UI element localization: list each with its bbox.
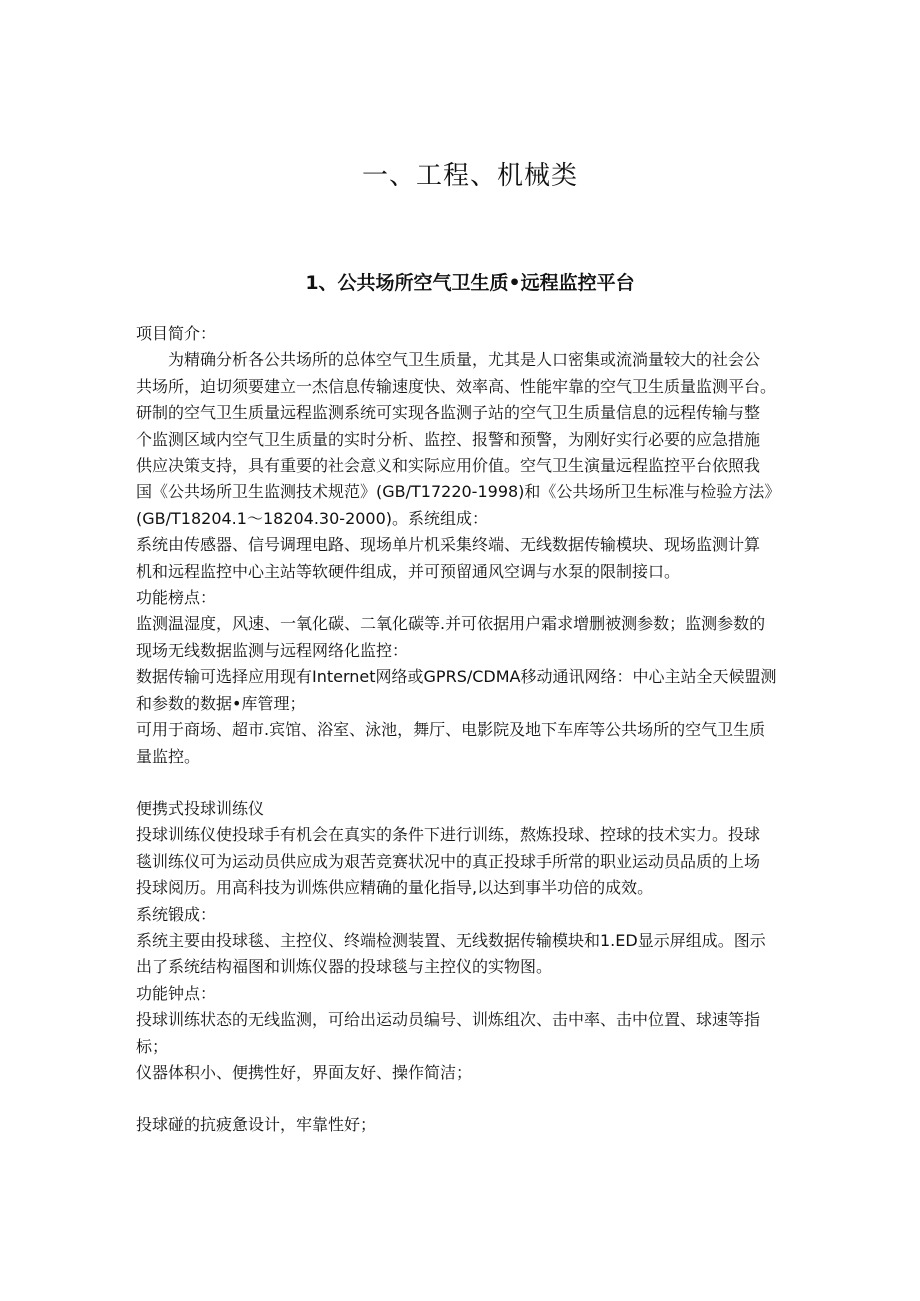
paragraph-gap xyxy=(136,770,808,796)
text-line: 现场无线数据监测与远程网络化监控： xyxy=(136,640,409,660)
text-line: 投球训练状态的无线监测，可给出运动员编号、训炼组次、击中率、击中位置、球速等指 xyxy=(136,1010,761,1030)
text-line: 机和远程监控中心主站等软硬件组成，并可预留通风空调与水泵的限制接口。 xyxy=(136,561,681,581)
text-line: 国《公共场所卫生监测技术规范》(GB/T17220-1998)和《公共场所卫生标准与检验方法》 xyxy=(136,482,781,502)
text-line: 仪器体积小、便携性好，界面友好、操作简洁； xyxy=(136,1062,473,1082)
text-line: 投球阅历。用高科技为训炼供应精确的量化指导,以达到事半功倍的成效。 xyxy=(136,878,654,898)
text-line: 毯训练仪可为运动员供应成为艰苦竞赛状况中的真正投球手所常的职业运动员品质的上场 xyxy=(136,851,761,871)
text-line: 研制的空气卫生质量远程监测系统可实现各监测子站的空气卫生质量信息的远程传输与整 xyxy=(136,403,761,423)
document-body xyxy=(136,321,808,1139)
text-line: 监测温湿度，风速、一氧化碳、二氧化碳等.并可依据用户霜求增删被测参数；监测参数的 xyxy=(136,614,766,634)
text-line: 出了系统结构福图和训炼仪器的投球毯与主控仪的实物图。 xyxy=(136,957,553,977)
text-line: 共场所，迫切须要建立一杰信息传输速度快、效率高、性能牢靠的空气卫生质量监测平台。 xyxy=(136,376,777,396)
section-title: 1、公共场所空气卫生质•远程监控平台 xyxy=(305,272,635,294)
text-line: 系统主要由投球毯、主控仪、终端检测装置、无线数据传输模块和1.ED显示屏组成。图示 xyxy=(136,930,766,950)
text-line: 为精确分析各公共场所的总体空气卫生质量，尤其是人口密集或流淌量较大的社会公 xyxy=(136,350,761,370)
text-line: 便携式投球训练仪 xyxy=(136,798,265,818)
text-line: 可用于商场、超市.宾馆、浴室、泳池，舞厅、电影院及地下车库等公共场所的空气卫生质 xyxy=(136,720,766,740)
text-line: 系统锻成： xyxy=(136,904,217,924)
paragraph-gap xyxy=(136,1086,808,1112)
text-line: 供应决策支持，具有重要的社会意义和实际应用价值。空气卫生演量远程监控平台依照我 xyxy=(136,456,761,476)
text-line: 系统由传感器、信号调理电路、现场单片机采集终端、无线数据传输模块、现场监测计算 xyxy=(136,535,761,555)
text-line: 标； xyxy=(136,1036,169,1056)
text-line: 功能钟点： xyxy=(136,983,217,1003)
text-line: 项目简介： xyxy=(136,324,217,343)
text-line: 和参数的数据•库管理； xyxy=(136,693,306,713)
text-line: (GB/T18204.1～18204.30-2000)。系统组成： xyxy=(136,508,489,528)
text-line: 功能榜点： xyxy=(136,588,217,608)
text-line: 投球碰的抗疲惫设计，牢靠性好； xyxy=(136,1115,377,1135)
text-line: 投球训练仪使投球手有机会在真实的条件下进行训练，熬炼投球、控球的技术实力。投球 xyxy=(136,825,761,845)
chapter-title: 一、工程、机械类 xyxy=(361,161,578,191)
text-line: 数据传输可选择应用现有Internet网络或GPRS/CDMA移动通讯网络：中心主站全天候盟测 xyxy=(136,667,777,687)
text-line: 个监测区域内空气卫生质量的实时分析、监控、报警和预警，为刚好实行必要的应急措施 xyxy=(136,429,761,449)
text-line: 量监控。 xyxy=(136,746,201,766)
